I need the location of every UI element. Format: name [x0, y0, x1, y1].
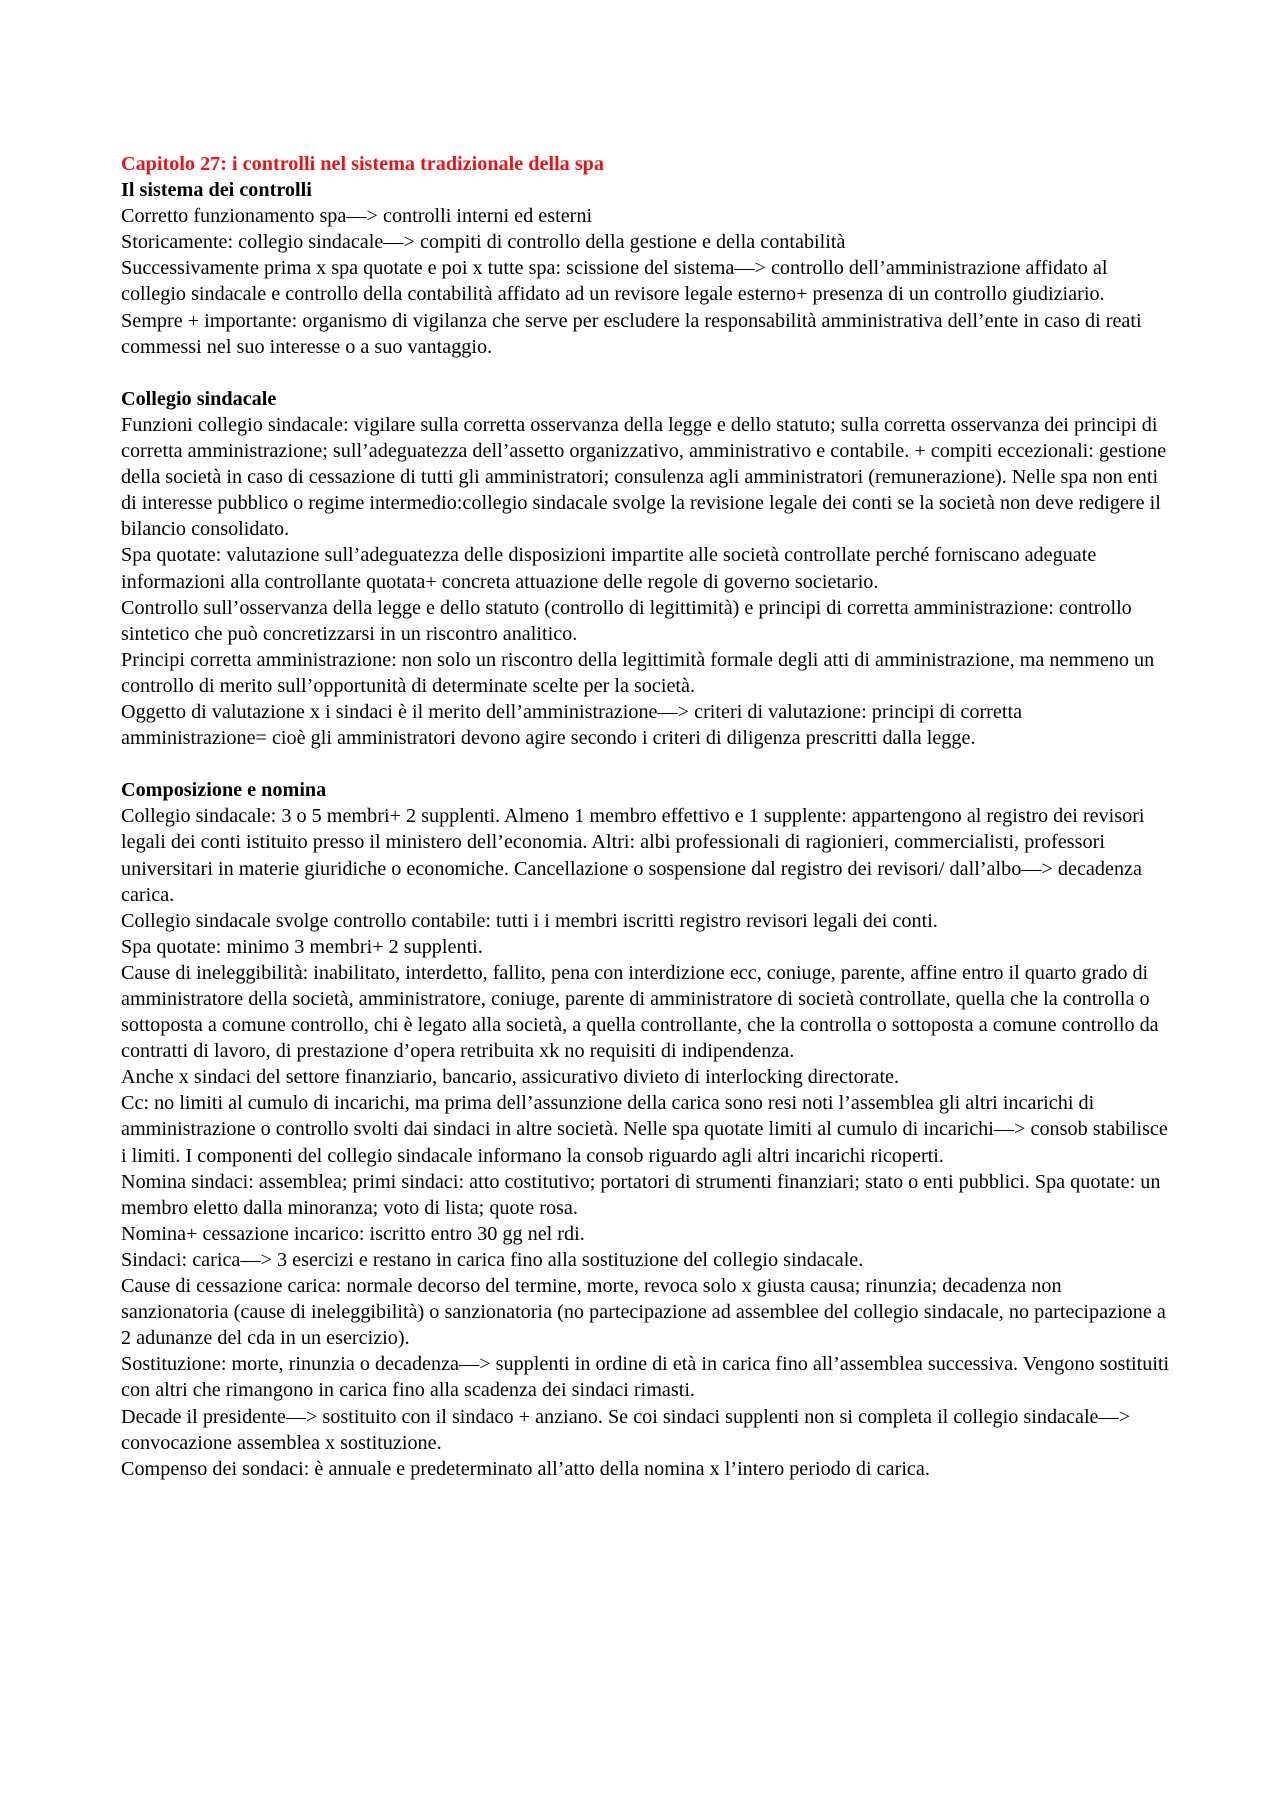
paragraph: Cause di ineleggibilità: inabilitato, interdetto, fallito, pena con interdizione ecc, coniuge, parente, affine entro il quarto grado di amministratore della società, amministratore, coniuge, parente di amministratore di società controllate, quella che la controlla o sottoposta a comune controllo, chi è legato alla società, a quella controllante, che la controlla o sottoposta a comune controllo da contratti di lavoro, di prestazione d’opera retribuita xk no requisiti di indipendenza.	[121, 961, 1159, 1063]
paragraph: Sindaci: carica—> 3 esercizi e restano in carica fino alla sostituzione del collegio sindacale.	[121, 1248, 864, 1271]
paragraph: Anche x sindaci del settore finanziario, bancario, assicurativo divieto di interlocking directorate.	[121, 1066, 900, 1089]
paragraph: Storicamente: collegio sindacale—> compiti di controllo della gestione e della contabilità	[121, 231, 846, 254]
paragraph: Nomina sindaci: assemblea; primi sindaci: atto costitutivo; portatori di strumenti finanziari; stato o enti pubblici. Spa quotate: un membro eletto dalla minoranza; voto di lista; quote rosa.	[121, 1170, 1161, 1219]
chapter-title: Capitolo 27: i controlli nel sistema tradizionale della spa	[121, 153, 604, 175]
paragraph: Collegio sindacale svolge controllo contabile: tutti i i membri iscritti registro revisori legali dei conti.	[121, 909, 938, 932]
paragraph: Controllo sull’osservanza della legge e dello statuto (controllo di legittimità) e principi di corretta amministrazione: controllo sintetico che può concretizzarsi in un riscontro analitico.	[121, 596, 1132, 645]
document-page	[121, 151, 1171, 1482]
paragraph: Spa quotate: minimo 3 membri+ 2 supplenti.	[121, 935, 483, 958]
section-spacer	[121, 751, 1171, 777]
paragraph: Spa quotate: valutazione sull’adeguatezza delle disposizioni impartite alle società controllate perché forniscano adeguate informazioni alla controllante quotata+ concreta attuazione delle regole di governo societario.	[121, 544, 1097, 593]
paragraph: Collegio sindacale: 3 o 5 membri+ 2 supplenti. Almeno 1 membro effettivo e 1 supplente: appartengono al registro dei revisori legali dei conti istituito presso il ministero dell’economia. Altri: albi professionali di ragionieri, commercialisti, professori universitari in materie giuridiche o economiche. Cancellazione o sospensione dal registro dei revisori/ dall’albo—> decadenza carica.	[121, 805, 1145, 906]
paragraph: Successivamente prima x spa quotate e poi x tutte spa: scissione del sistema—> controllo dell’amministrazione affidato al collegio sindacale e controllo della contabilità affidato ad un revisore legale esterno+ presenza di un controllo giudiziario.	[121, 257, 1108, 306]
paragraph: Cc: no limiti al cumulo di incarichi, ma prima dell’assunzione della carica sono resi noti l’assemblea gli altri incarichi di amministrazione o controllo svolti dai sindaci in altre società. Nelle spa quotate limiti al cumulo di incarichi—> consob stabilisce i limiti. I componenti del collegio sindacale informano la consob riguardo agli altri incarichi ricoperti.	[121, 1092, 1168, 1167]
paragraph: Compenso dei sondaci: è annuale e predeterminato all’atto della nomina x l’intero periodo di carica.	[121, 1457, 930, 1480]
paragraph: Funzioni collegio sindacale: vigilare sulla corretta osservanza della legge e dello statuto; sulla corretta osservanza dei principi di corretta amministrazione; sull’adeguatezza dell’assetto organizzativo, amministrativo e contabile. + compiti eccezionali: gestione della società in caso di cessazione di tutti gli amministratori; consulenza agli amministratori (remunerazione). Nelle spa non enti di interesse pubblico o regime intermedio:collegio sindacale svolge la revisione legale dei conti se la società non deve redigere il bilancio consolidato.	[121, 413, 1167, 541]
section-heading-composizione-nomina: Composizione e nomina	[121, 779, 327, 802]
paragraph: Cause di cessazione carica: normale decorso del termine, morte, revoca solo x giusta causa; rinunzia; decadenza non sanzionatoria (cause di ineleggibilità) o sanzionatoria (no partecipazione ad assemblee del collegio sindacale, no partecipazione a 2 adunanze del cda in un esercizio).	[121, 1275, 1166, 1350]
paragraph: Corretto funzionamento spa—> controlli interni ed esterni	[121, 205, 593, 228]
paragraph: Decade il presidente—> sostituito con il sindaco + anziano. Se coi sindaci supplenti non si completa il collegio sindacale—> convocazione assemblea x sostituzione.	[121, 1405, 1131, 1454]
section-heading-sistema-controlli: Il sistema dei controlli	[121, 179, 312, 202]
section-heading-collegio-sindacale: Collegio sindacale	[121, 387, 277, 410]
section-spacer	[121, 360, 1171, 386]
paragraph: Sostituzione: morte, rinunzia o decadenza—> supplenti in ordine di età in carica fino all’assemblea successiva. Vengono sostituiti con altri che rimangono in carica fino alla scadenza dei sindaci rimasti.	[121, 1353, 1170, 1402]
paragraph: Oggetto di valutazione x i sindaci è il merito dell’amministrazione—> criteri di valutazione: principi di corretta amministrazione= cioè gli amministratori devono agire secondo i criteri di diligenza prescritti dalla legge.	[121, 700, 1023, 750]
paragraph: Nomina+ cessazione incarico: iscritto entro 30 gg nel rdi.	[121, 1222, 585, 1245]
paragraph: Principi corretta amministrazione: non solo un riscontro della legittimità formale degli atti di amministrazione, ma nemmeno un controllo di merito sull’opportunità di determinate scelte per la società.	[121, 648, 1155, 697]
paragraph: Sempre + importante: organismo di vigilanza che serve per escludere la responsabilità amministrativa dell’ente in caso di reati commessi nel suo interesse o a suo vantaggio.	[121, 309, 1142, 358]
